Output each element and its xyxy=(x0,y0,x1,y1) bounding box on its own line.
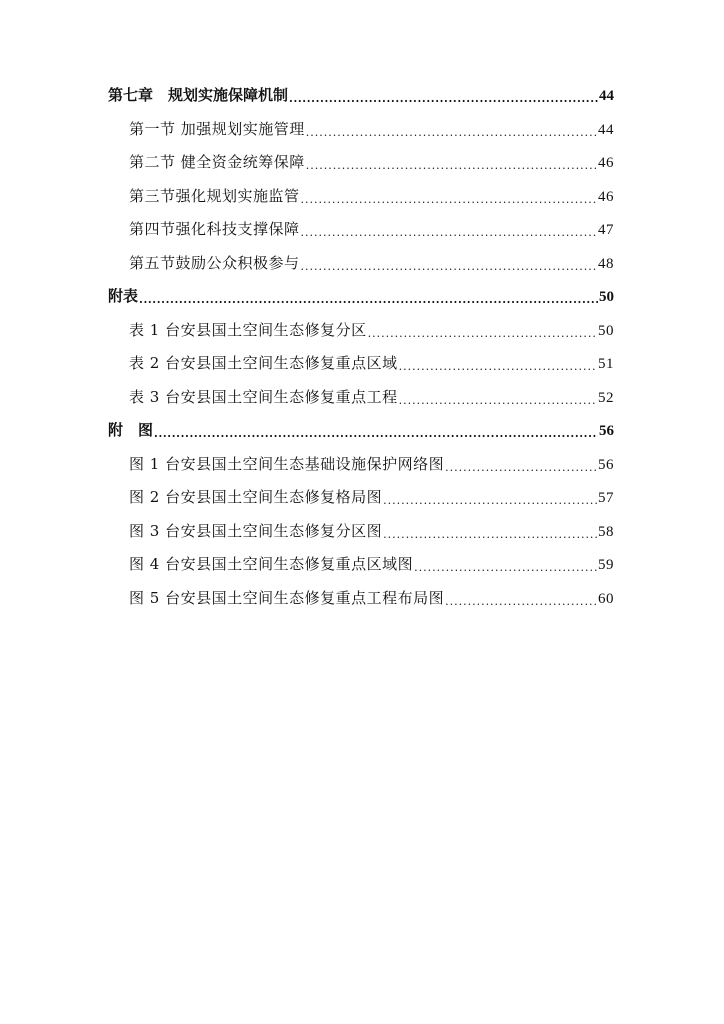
toc-entry-title: 图 3 台安县国土空间生态修复分区图 xyxy=(129,521,383,540)
toc-dot-leader xyxy=(445,457,597,472)
toc-entry-title: 第四节强化科技支撑保障 xyxy=(129,220,300,238)
toc-entry-title: 第七章 规划实施保障机制 xyxy=(108,86,289,104)
toc-entry-page: 56 xyxy=(599,423,614,439)
toc-dot-leader xyxy=(301,189,597,204)
toc-entry-page: 50 xyxy=(599,289,614,305)
toc-entry-page: 52 xyxy=(598,389,614,406)
toc-entry-figure-2[interactable] xyxy=(108,486,614,520)
toc-entry-title: 图 4 台安县国土空间生态修复重点区域图 xyxy=(129,555,414,573)
toc-entry-page: 59 xyxy=(598,557,614,573)
toc-dot-leader xyxy=(139,289,598,304)
toc-dot-leader xyxy=(399,356,597,371)
toc-entry-title: 图 1 台安县国土空间生态基础设施保护网络图 xyxy=(129,454,445,473)
toc-entry-section-5[interactable] xyxy=(108,252,614,286)
toc-entry-title: 表 1 台安县国土空间生态修复分区 xyxy=(129,320,367,339)
toc-entry-page: 46 xyxy=(598,188,614,205)
toc-entry-page: 44 xyxy=(599,88,614,104)
toc-entry-title: 表 3 台安县国土空间生态修复重点工程 xyxy=(129,387,398,406)
toc-entry-table-2[interactable] xyxy=(108,352,614,386)
toc-entry-title: 图 2 台安县国土空间生态修复格局图 xyxy=(129,488,383,506)
toc-entry-figure-4[interactable] xyxy=(108,553,614,587)
toc-dot-leader xyxy=(383,490,597,505)
toc-dot-leader xyxy=(301,222,597,237)
toc-entry-chapter-7[interactable] xyxy=(108,84,614,118)
toc-entry-page: 48 xyxy=(598,255,614,272)
toc-entry-page: 47 xyxy=(598,222,614,238)
toc-dot-leader xyxy=(154,423,598,438)
toc-entry-figure-1[interactable] xyxy=(108,453,614,487)
toc-entry-page: 60 xyxy=(598,590,614,607)
toc-entry-page: 57 xyxy=(598,490,614,506)
toc-entry-table-1[interactable] xyxy=(108,319,614,353)
toc-entry-page: 50 xyxy=(598,322,614,339)
toc-entry-section-2[interactable] xyxy=(108,151,614,185)
toc-entry-page: 44 xyxy=(598,121,614,138)
toc-dot-leader xyxy=(414,557,597,572)
toc-entry-title: 第三节强化规划实施监管 xyxy=(129,186,300,205)
toc-entry-page: 56 xyxy=(598,456,614,473)
toc-dot-leader xyxy=(445,591,597,606)
toc-entry-page: 51 xyxy=(598,356,614,372)
table-of-contents xyxy=(108,84,614,620)
toc-entry-title: 第二节 健全资金统筹保障 xyxy=(129,153,305,171)
toc-entry-title: 表 2 台安县国土空间生态修复重点区域 xyxy=(129,354,398,372)
toc-entry-figure-5[interactable] xyxy=(108,587,614,621)
toc-entry-page: 58 xyxy=(598,523,614,540)
toc-entry-title: 第五节鼓励公众积极参与 xyxy=(129,253,300,272)
toc-dot-leader xyxy=(301,256,597,271)
toc-dot-leader xyxy=(306,155,597,170)
toc-entry-figure-3[interactable] xyxy=(108,520,614,554)
toc-entry-title: 第一节 加强规划实施管理 xyxy=(129,119,305,138)
toc-entry-page: 46 xyxy=(598,155,614,171)
toc-entry-appendix-figures[interactable] xyxy=(108,419,614,453)
toc-entry-title: 附表 xyxy=(108,287,139,305)
toc-entry-title: 附 图 xyxy=(108,421,154,439)
toc-dot-leader xyxy=(289,88,598,103)
toc-entry-section-3[interactable] xyxy=(108,185,614,219)
toc-dot-leader xyxy=(399,390,597,405)
toc-dot-leader xyxy=(368,323,597,338)
toc-dot-leader xyxy=(306,122,597,137)
toc-entry-title: 图 5 台安县国土空间生态修复重点工程布局图 xyxy=(129,588,445,607)
toc-entry-appendix-tables[interactable] xyxy=(108,285,614,319)
toc-entry-table-3[interactable] xyxy=(108,386,614,420)
toc-entry-section-1[interactable] xyxy=(108,118,614,152)
toc-entry-section-4[interactable] xyxy=(108,218,614,252)
toc-dot-leader xyxy=(383,524,597,539)
